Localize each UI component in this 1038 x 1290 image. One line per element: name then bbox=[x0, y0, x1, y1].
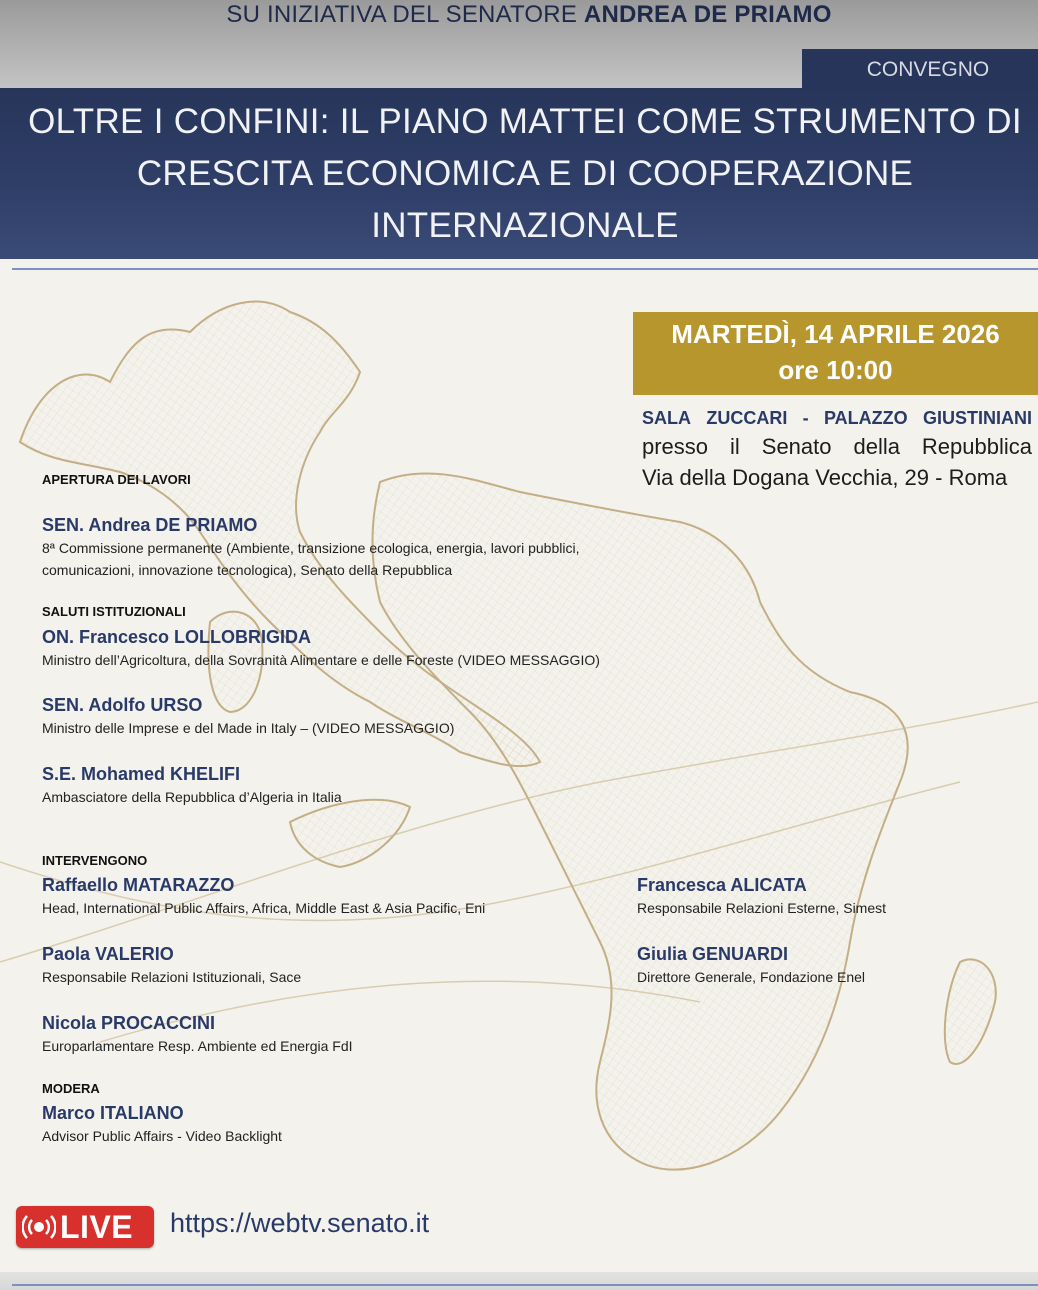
speaker-role: Europarlamentare Resp. Ambiente ed Energia FdI bbox=[42, 1038, 353, 1054]
section-label-greetings: SALUTI ISTITUZIONALI bbox=[42, 604, 186, 619]
event-date: MARTEDÌ, 14 APRILE 2026 bbox=[671, 319, 1000, 349]
venue-word: - bbox=[802, 408, 809, 428]
speaker-role: Direttore Generale, Fondazione Enel bbox=[637, 969, 866, 985]
speaker-name: Nicola PROCACCINI bbox=[42, 1013, 216, 1033]
venue-word: ZUCCARI bbox=[706, 408, 788, 428]
speaker-role: Ministro delle Imprese e del Made in Italy – (VIDEO MESSAGGIO) bbox=[42, 720, 455, 736]
address-word: il bbox=[730, 434, 740, 459]
speaker-panelist bbox=[637, 942, 865, 988]
venue-word: PALAZZO bbox=[823, 408, 908, 428]
divider-bottom bbox=[12, 1284, 1038, 1286]
speaker-name: SEN. Andrea DE PRIAMO bbox=[42, 515, 258, 535]
speaker-panelist bbox=[42, 942, 301, 988]
speaker-panelist bbox=[42, 1011, 353, 1057]
venue-address: Via della Dogana Vecchia, 29 - Roma bbox=[642, 465, 1008, 490]
speaker-name: Francesca ALICATA bbox=[637, 875, 807, 895]
speaker-role: Ambasciatore della Repubblica d’Algeria in Italia bbox=[42, 789, 342, 805]
webtv-link[interactable]: https://webtv.senato.it bbox=[170, 1208, 430, 1238]
speaker-name: Raffaello MATARAZZO bbox=[42, 875, 235, 895]
venue-institution bbox=[642, 431, 1032, 462]
live-badge[interactable] bbox=[16, 1206, 154, 1248]
title-line-2: CRESCITA ECONOMICA E DI COOPERAZIONE bbox=[136, 154, 914, 193]
address-word: Senato bbox=[761, 434, 832, 459]
speaker-role: Ministro dell’Agricoltura, della Sovranità Alimentare e delle Foreste (VIDEO MESSAGGIO) bbox=[42, 652, 600, 668]
speaker-role-line-1: 8ª Commissione permanente (Ambiente, transizione ecologica, energia, lavori pubblici, bbox=[42, 540, 580, 556]
address-word: Repubblica bbox=[921, 434, 1032, 459]
speaker-moderator bbox=[42, 1101, 282, 1147]
speaker-greeting bbox=[42, 625, 600, 671]
section-label-opening: APERTURA DEI LAVORI bbox=[42, 472, 191, 487]
venue-hall bbox=[642, 405, 1032, 431]
event-type-badge: CONVEGNO bbox=[802, 49, 1038, 90]
initiative-line bbox=[0, 0, 1038, 30]
speaker-name: Paola VALERIO bbox=[42, 944, 174, 964]
address-word: presso bbox=[642, 434, 709, 459]
venue-word: GIUSTINIANI bbox=[922, 408, 1032, 428]
speaker-role: Advisor Public Affairs - Video Backlight bbox=[42, 1128, 282, 1144]
event-time: ore 10:00 bbox=[778, 355, 893, 385]
initiative-senator-name: ANDREA DE PRIAMO bbox=[583, 1, 832, 28]
speaker-name: S.E. Mohamed KHELIFI bbox=[42, 764, 241, 784]
initiative-prefix: SU INIZIATIVA DEL SENATORE bbox=[226, 1, 584, 28]
speaker-greeting bbox=[42, 762, 342, 808]
event-title bbox=[0, 96, 1038, 252]
address-word: della bbox=[853, 434, 900, 459]
speaker-name: Giulia GENUARDI bbox=[637, 944, 789, 964]
speaker-role: Head, International Public Affairs, Africa, Middle East & Asia Pacific, Eni bbox=[42, 900, 486, 916]
title-line-3: INTERNAZIONALE bbox=[371, 206, 679, 245]
speaker-greeting bbox=[42, 693, 454, 739]
venue-block bbox=[642, 405, 1032, 493]
venue-word: SALA bbox=[642, 408, 691, 428]
broadcast-icon bbox=[22, 1212, 56, 1242]
speaker-role: Responsabile Relazioni Istituzionali, Sace bbox=[42, 969, 302, 985]
speaker-role-line-2: comunicazioni, innovazione tecnologica), Senato della Repubblica bbox=[42, 562, 453, 578]
speaker-name: Marco ITALIANO bbox=[42, 1103, 184, 1123]
speaker-name: ON. Francesco LOLLOBRIGIDA bbox=[42, 627, 312, 647]
section-label-speakers: INTERVENGONO bbox=[42, 853, 148, 868]
date-time-box bbox=[633, 312, 1038, 395]
speaker-panelist bbox=[42, 873, 485, 919]
speaker-role: Responsabile Relazioni Esterne, Simest bbox=[637, 900, 887, 916]
speaker-name: SEN. Adolfo URSO bbox=[42, 695, 203, 715]
footer-band bbox=[0, 1272, 1038, 1290]
section-label-moderator: MODERA bbox=[42, 1081, 100, 1096]
speaker-opening bbox=[42, 513, 579, 581]
speaker-panelist bbox=[637, 873, 886, 919]
live-label: LIVE bbox=[60, 1208, 134, 1245]
title-line-1: OLTRE I CONFINI: IL PIANO MATTEI COME STRUMENTO DI bbox=[28, 102, 1022, 141]
